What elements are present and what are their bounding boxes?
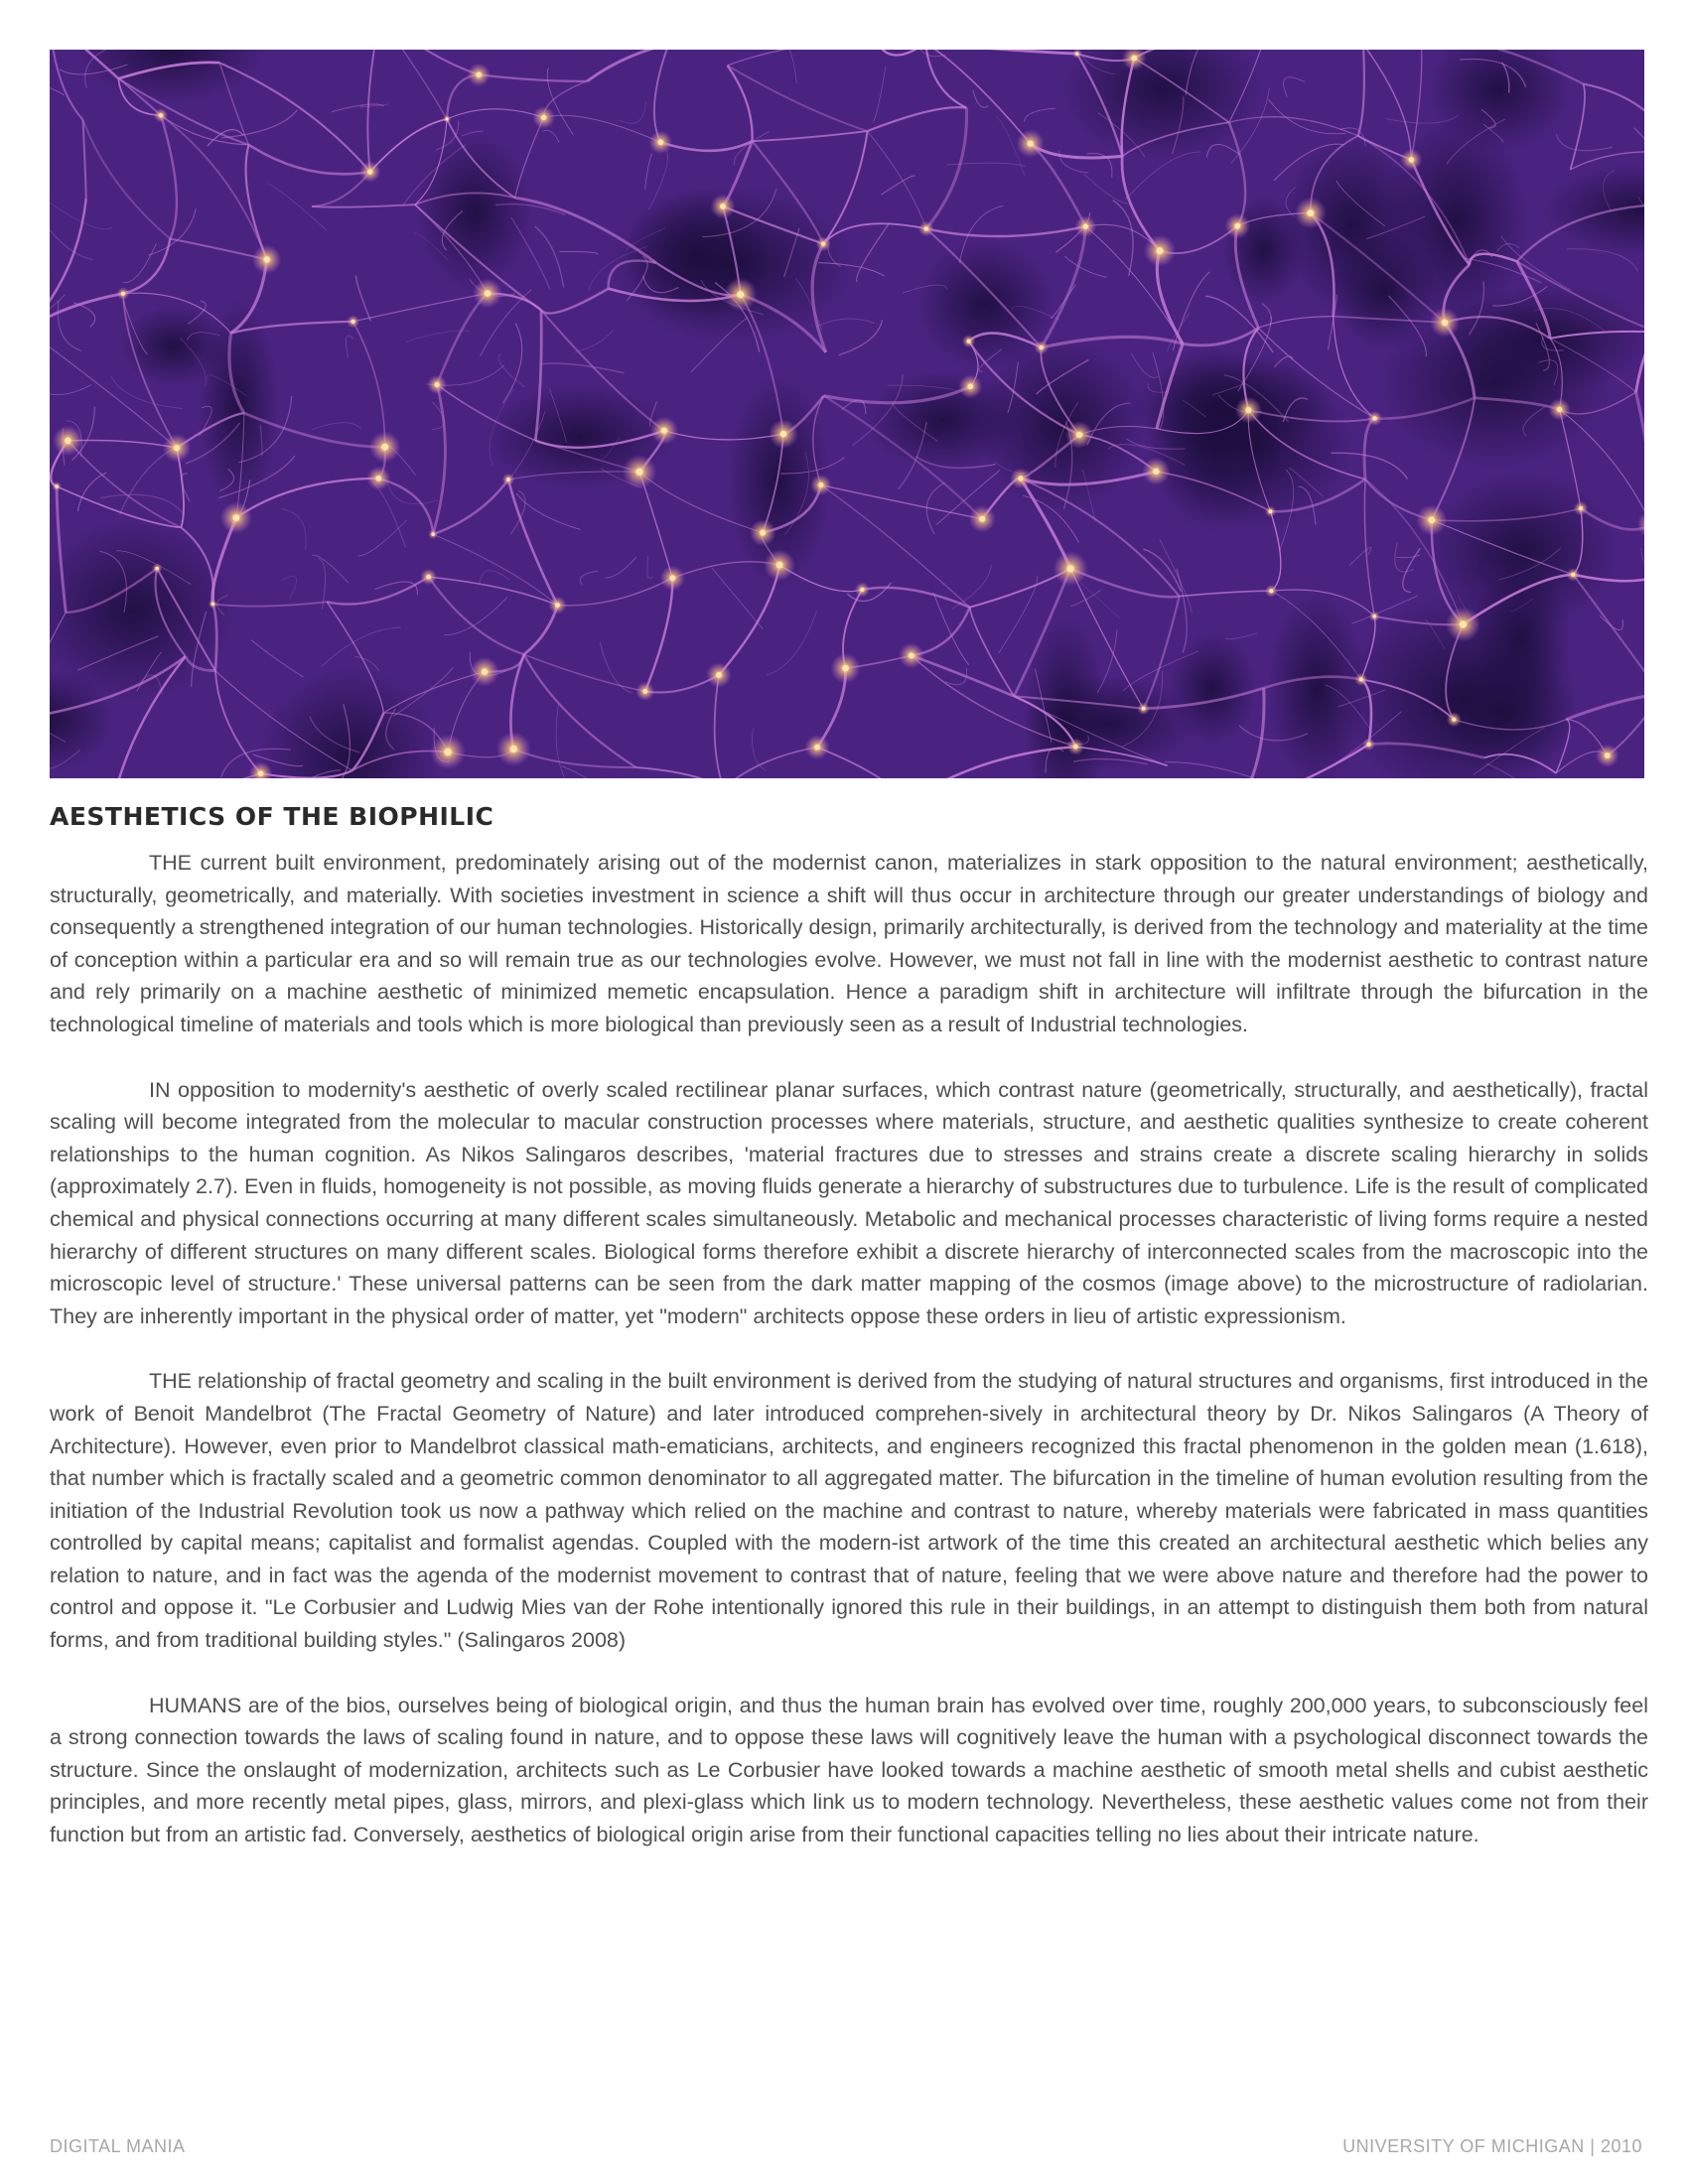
galaxy-cluster-core bbox=[264, 256, 270, 262]
galaxy-cluster-core bbox=[159, 113, 163, 117]
galaxy-cluster-core bbox=[446, 117, 449, 120]
galaxy-cluster-core bbox=[211, 603, 214, 606]
galaxy-cluster-core bbox=[1372, 614, 1376, 618]
galaxy-cluster-core bbox=[1452, 718, 1456, 722]
galaxy-cluster-core bbox=[1028, 141, 1034, 147]
galaxy-cluster-core bbox=[1571, 573, 1575, 577]
galaxy-cluster-core bbox=[1234, 223, 1240, 229]
galaxy-cluster-core bbox=[435, 382, 440, 387]
galaxy-cluster-core bbox=[1409, 157, 1414, 162]
galaxy-cluster-core bbox=[510, 746, 517, 752]
galaxy-cluster-core bbox=[1157, 247, 1164, 254]
galaxy-cluster-core bbox=[760, 530, 766, 536]
paragraph-2: IN opposition to modernity's aesthetic of overly scaled rectilinear planar surfaces, which contrast nature (geometrically, structurally, and aesthetically), fractal scaling will become integrated from the molecular to macular construction processes where materials, structure, and aesthetic qualities synthesize to create coherent relationships to the human cognition. As Nikos Salingaros describes, 'material fractures due to stresses and strains create a discrete scaling hierarchy in solids (approximately 2.7). Even in fluids, homogeneity is not possible, as moving fluids generate a hierarchy of substructures due to turbulence. Life is the result of complicated chemical and physical connections occurring at many different scales simultaneously. Metabolic and mechanical processes characteristic of living forms require a nested hierarchy of different structures on many different scales. Biological forms therefore exhibit a discrete hierarchy of interconnected scales from the macroscopic into the microscopic level of structure.' These universal patterns can be seen from the dark matter mapping of the cosmos (image above) to the microstructure of radiolarian. They are inherently important in the physical order of matter, yet "modern" architects oppose these orders in lieu of artistic expressionism. bbox=[50, 1077, 1648, 1328]
footer-institution-year: UNIVERSITY OF MICHIGAN | 2010 bbox=[1342, 2136, 1642, 2156]
cosmic-web-graphic bbox=[50, 50, 1644, 778]
galaxy-cluster-core bbox=[1269, 589, 1273, 593]
galaxy-cluster-core bbox=[1307, 209, 1314, 216]
galaxy-cluster-core bbox=[1018, 476, 1023, 480]
galaxy-cluster-core bbox=[968, 384, 974, 390]
paragraph-4: HUMANS are of the bios, ourselves being of biological origin, and thus the human brain has evolved over time, roughly 200,000 years, to subconsciously feel a strong connection towards the laws of scaling found in nature, and to oppose these laws will cognitively leave the human with a psychological disconnect towards the structure. Since the onslaught of modernization, architects such as Le Corbusier have looked towards a machine aesthetic of smooth metal shells and cubist aesthetic principles, and more recently metal pipes, glass, mirrors, and plexi-glass which link us to modern technology. Nevertheless, these aesthetic values come not from their function but from an artistic fad. Conversely, aesthetics of biological origin arise from their functional capacities telling no lies about their intricate nature. bbox=[50, 1693, 1648, 1847]
galaxy-cluster-core bbox=[1605, 752, 1611, 758]
galaxy-cluster-core bbox=[367, 169, 372, 174]
galaxy-cluster-core bbox=[1442, 320, 1448, 326]
section-heading: AESTHETICS OF THE BIOPHILIC bbox=[50, 802, 494, 831]
galaxy-cluster-core bbox=[352, 320, 355, 324]
galaxy-cluster-core bbox=[780, 431, 786, 437]
galaxy-cluster-core bbox=[1075, 52, 1078, 55]
galaxy-cluster-core bbox=[720, 204, 726, 209]
galaxy-cluster-core bbox=[842, 665, 849, 672]
galaxy-cluster-core bbox=[155, 567, 159, 571]
galaxy-cluster-core bbox=[1067, 565, 1074, 572]
galaxy-cluster-core bbox=[174, 445, 180, 451]
cosmic-web-image bbox=[50, 50, 1644, 778]
galaxy-cluster-core bbox=[541, 115, 546, 120]
galaxy-cluster-core bbox=[1083, 224, 1088, 229]
galaxy-cluster-core bbox=[661, 428, 667, 434]
galaxy-cluster-core bbox=[967, 340, 971, 343]
galaxy-cluster-core bbox=[444, 749, 451, 755]
galaxy-cluster-core bbox=[65, 438, 71, 445]
galaxy-cluster-core bbox=[1142, 707, 1146, 711]
galaxy-cluster-core bbox=[1076, 432, 1082, 438]
galaxy-cluster-core bbox=[482, 668, 488, 674]
galaxy-cluster-core bbox=[860, 588, 864, 592]
galaxy-cluster-core bbox=[431, 533, 434, 536]
galaxy-cluster-core bbox=[635, 469, 642, 476]
galaxy-cluster-core bbox=[555, 603, 560, 608]
galaxy-cluster-core bbox=[1359, 677, 1363, 681]
galaxy-cluster-core bbox=[258, 770, 264, 776]
galaxy-cluster-core bbox=[381, 444, 388, 451]
footer-publication: DIGITAL MANIA bbox=[50, 2136, 186, 2156]
galaxy-cluster-core bbox=[376, 476, 382, 481]
galaxy-cluster-core bbox=[979, 516, 985, 522]
galaxy-cluster-core bbox=[669, 575, 675, 581]
galaxy-cluster-core bbox=[1367, 743, 1371, 747]
galaxy-cluster-core bbox=[642, 689, 647, 694]
galaxy-cluster-core bbox=[121, 292, 125, 296]
galaxy-cluster-core bbox=[1460, 620, 1467, 627]
paragraph-1: THE current built environment, predominately arising out of the modernist canon, materializes in stark opposition to the natural environment; aesthetically, structurally, geometrically, and materially. With societies investment in science a shift will thus occur in architecture through our greater understandings of biology and consequently a strengthened integration of our human technologies. Historically design, primarily architecturally, is derived from the technology and materiality at the time of conception within a particular era and so will remain true as our technologies evolve. However, we must not fall in line with the modernist aesthetic to contrast nature and rely primarily on a machine aesthetic of minimized memetic encapsulation. Hence a paradigm shift in architecture will infiltrate through the bifurcation in the technological timeline of materials and tools which is more biological than previously seen as a result of Industrial technologies. bbox=[50, 851, 1648, 1036]
galaxy-cluster-core bbox=[658, 140, 664, 146]
galaxy-cluster-core bbox=[1557, 407, 1562, 412]
dark-void bbox=[916, 239, 1055, 371]
galaxy-cluster-core bbox=[924, 226, 928, 230]
galaxy-cluster-core bbox=[776, 562, 783, 569]
galaxy-cluster-core bbox=[1373, 416, 1377, 420]
galaxy-cluster-core bbox=[1429, 517, 1436, 524]
galaxy-cluster-core bbox=[1153, 469, 1159, 475]
galaxy-cluster-core bbox=[485, 290, 491, 296]
paragraph-3: THE relationship of fractal geometry and scaling in the built environment is derived from the studying of natural structures and organisms, first introduced in the work of Benoit Mandelbrot (The Fractal Geometry of Nature) and later introduced comprehen-sively in architectural theory by Dr. Nikos Salingaros (A Theory of Architecture). However, even prior to Mandelbrot classical math-ematicians, architects, and engineers recognized this fractal phenomenon in the golden mean (1.618), that number which is fractally scaled and a geometric common denominator to all aggregated matter. The bifurcation in the timeline of human evolution resulting from the initiation of the Industrial Revolution took us now a pathway which relied on the machine and contrast to nature, whereby materials were fabricated in mass quantities controlled by capital means; capitalist and formalist agendas. Coupled with the modern-ist artwork of the time this created an architectural aesthetic which belies any relation to nature, and in fact was the agenda of the modernist movement to contrast that of nature, feeling that we were above nature and therefore had the power to control and oppose it. "Le Corbusier and Ludwig Mies van der Rohe intentionally ignored this rule in their buildings, in an attempt to distinguish them both from natural forms, and from traditional building styles." (Salingaros 2008) bbox=[50, 1369, 1648, 1653]
galaxy-cluster-core bbox=[814, 745, 820, 751]
galaxy-cluster-core bbox=[426, 575, 431, 580]
galaxy-cluster-core bbox=[55, 484, 58, 487]
dark-void bbox=[1383, 115, 1529, 327]
galaxy-cluster-core bbox=[1073, 745, 1078, 750]
galaxy-cluster-core bbox=[476, 72, 482, 78]
galaxy-cluster-core bbox=[1040, 345, 1044, 349]
galaxy-cluster-core bbox=[232, 514, 239, 521]
galaxy-cluster-core bbox=[716, 672, 722, 678]
galaxy-cluster-core bbox=[1131, 56, 1137, 62]
galaxy-cluster-core bbox=[909, 653, 914, 659]
galaxy-cluster-core bbox=[506, 478, 510, 481]
galaxy-cluster-core bbox=[1245, 407, 1251, 413]
galaxy-cluster-core bbox=[1269, 509, 1273, 513]
galaxy-cluster-core bbox=[818, 482, 823, 487]
galaxy-cluster-core bbox=[1579, 506, 1583, 510]
galaxy-cluster-core bbox=[737, 291, 744, 298]
galaxy-cluster-core bbox=[821, 242, 825, 246]
dark-void bbox=[416, 132, 533, 291]
article-body bbox=[50, 847, 1648, 1884]
